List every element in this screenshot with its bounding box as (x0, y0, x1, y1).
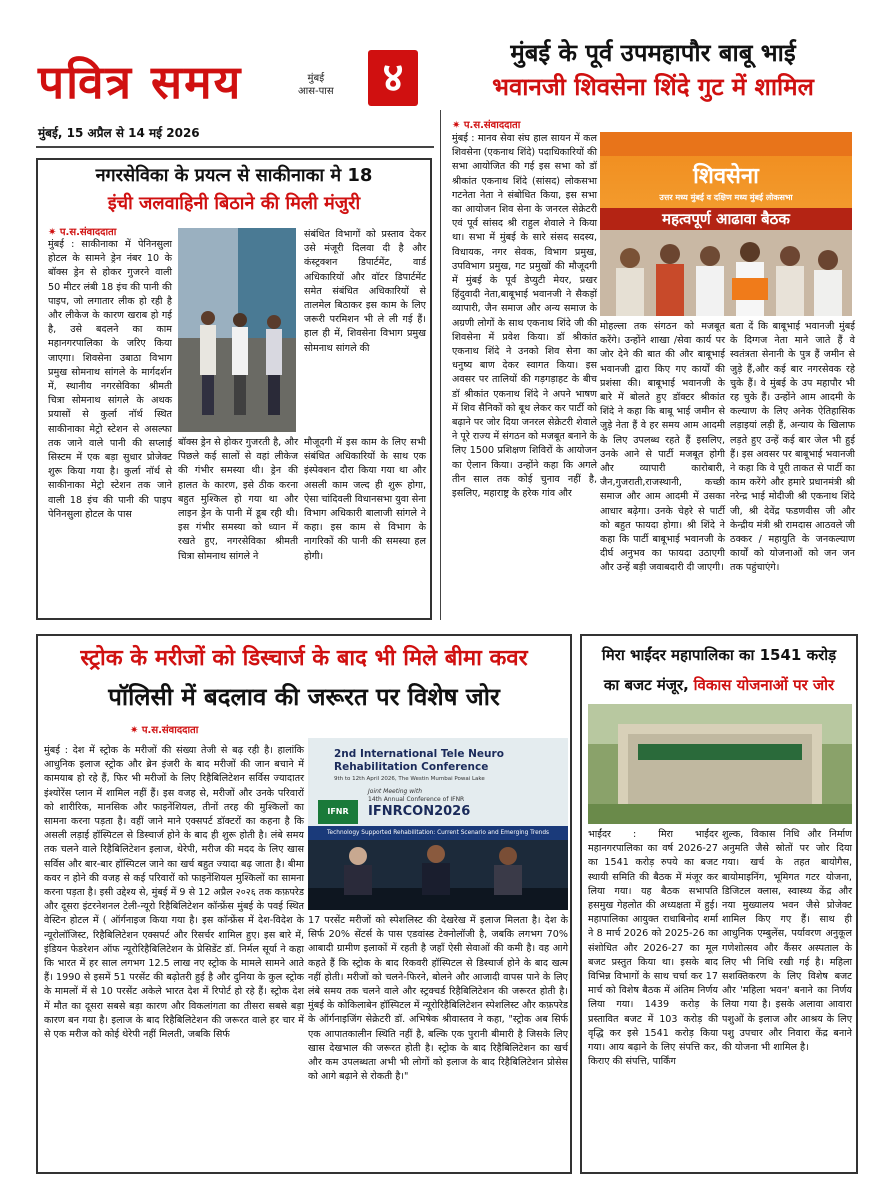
story1-headline-line2: भवानजी शिवसेना शिंदे गुट में शामिल (492, 73, 814, 101)
ifnr-logo: IFNR (318, 800, 358, 824)
story1-byline-text: प.स.संवाददाता (463, 120, 521, 131)
story2-body-col1: मुंबई : साकीनाका में पेनिनसुला होटल के सामने ड्रेन नंबर 10 के बॉक्स ड्रेन से होकर गुजरने वाली 50 मीटर लंबी 18 इंच की पानी की पाइप, जो लगातार लीक हो रही है और लीकेज के कारण खराब हो गई है, उसे बदलने का काम महानगरपालिका के जरिए किया जाएगा। शिवसेना उबाठा विभाग प्रमुख सोमनाथ सांगले के मार्गदर्शन में, स्थानीय नगरसेविका श्रीमती चित्रा सोमनाथ सांगले के अथक प्रयासों से कुर्ला नॉर्थ स्थित साकीनाका मेट्रो स्टेशन से असल्फा तक जाने वाले पानी की सप्लाई सिस्टम में एक बड़ा सुधार प्रोजेक्ट शुरू किया गया है। कुर्ला नॉर्थ से साकीनाका मेट्रो स्टेशन तक जाने वाली 18 इंच की पानी की पाइप पेनिनसुला होटल के पास (48, 239, 172, 520)
banner-annual: 14th Annual Conference of IFNR (368, 796, 465, 803)
star-icon: ✷ (48, 227, 60, 238)
story3-byline (130, 722, 198, 736)
story3-headline-line1: स्ट्रोक के मरीजों को डिस्चार्ज के बाद भी मिले बीमा कवर (80, 646, 528, 671)
panelists-graphic (308, 840, 568, 910)
people-group-graphic (600, 230, 852, 316)
banner-ifnrcon: IFNRCON2026 (368, 804, 471, 819)
photo-banner-subtitle: उत्तर मध्य मुंबई व दक्षिण मध्य मुंबई लोकसभा (659, 193, 793, 202)
story3-headline (40, 640, 568, 716)
star-icon: ✷ (130, 725, 142, 736)
story4-headline-part1: का बजट मंजूर, (603, 676, 689, 694)
story1-photo (600, 132, 852, 316)
masthead-rule (36, 146, 434, 148)
banner-joint: Joint Meeting with (368, 788, 422, 795)
story1-body-col3: बता दें कि बाबूभाई भवानजी मुंबई के दिग्गज नेता माने जाते हैं वे स्वतंत्रता सेनानी के पुत्र हैं जमीन से जुड़े हैं,और कई बार नगरसेवक रहे चुके हैं। वे मुंबई के उप महापौर भी रह चुके हैं। उन्होंने आम आदमी के कल्याण के लिए अनेक ऐतिहासिक लड़ाइयां लड़ी हैं, अन्याय के खिलाफ लड़ते हुए उन्हें कई बार जेल भी हुई हैं। इस अवसर पर बाबूभाई भवानजी ने कहा कि वे पूरी ताकत से पार्टी का काम करेंगे और हमारे प्रधानमंत्री श्री नरेन्द्र भाई मोदीजी श्री एकनाथ शिंदे जी, श्री देवेंद्र फडणवीस जी और केन्द्रीय मंत्री श्री रामदास आठवले जी ठक्कर / महायुति के जनकल्याण कार्यों को योजनाओं को जन जन तक पहुंचाएंगे। (730, 321, 855, 574)
dateline: मुंबई, 15 अप्रैल से 14 मई 2026 (38, 126, 200, 140)
story3-body-col1-continued (44, 914, 304, 1168)
story4-headline-line2 (584, 670, 854, 700)
photo-top-strip (600, 132, 852, 156)
story2-headline-line1: नगरसेविका के प्रयत्न से साकीनाका मे 18 (95, 165, 373, 186)
story1-body-col2: मोहल्ला तक संगठन को मजबूत करेंगे। उन्होंने शाखा /सेवा कार्य पर जोर देने की बात की और बाबूभाई भवानजी द्वारा किए गए कार्यों की प्रशंसा की। बाबूभाई भवानजी के बारे में बोलते हुए डॉक्टर श्रीकांत शिंदे ने कहा कि बाबू भाई जमीन से जुड़े नेता हैं वे हर समय आम आदमी के लिए उपलब्ध रहते हैं इसलिए, उनके आने से पार्टी मजबूत होगी और व्यापारी कारोबारी, जैन,गुजराती,राजस्थानी, कच्छी समाज और आम आदमी में उसका आधार बढ़ेगा। उनके चेहरे से पार्टी को बहुत फायदा होगा। श्री शिंदे ने कहा कि पार्टी बाबूभाई भवानजी के दीर्घ अनुभव का फायदा उठाएगी और उन्हें बड़ी जवाबदारी दी जाएगी। (600, 321, 725, 574)
masthead-title: पवित्र समय (38, 55, 243, 109)
story1-body-col1: मुंबई : मानव सेवा संघ हाल सायन में कल शिवसेना (एकनाथ शिंदे) पदाधिकारियों की सभा आयोजित की गई इस सभा को डॉ श्रीकांत एकनाथ शिंदे (सांसद) लोकसभा गटनेता नेता ने संबोधित किया, इस सभा का आयोजन शिव सेना के जनरल सेक्रेटरी एवं पूर्व सांसद श्री राहुल शेवाले ने किया था। सभा में मुंबई के सारे संसद सदस्य, विधायक, नगर सेवक, विभाग प्रमुख, उपविभाग प्रमुख, गट प्रमुखों की मौजूदगी में मुंबई के पूर्व डेप्युटी मेयर, प्रखर हिंदुवादी नेता,बाबूभाई भवानजी ने सैकड़ों व्यापारी, जैन समाज और अन्य समाज के अग्रणी लोगों के साथ एकनाथ शिंदे जी की शिवसेना में प्रवेश किया। डॉ श्रीकांत एकनाथ शिंदे ने उनको शिव सेना का धनुष्य बाण देकर स्वागत किया। इस अवसर पर तालियों की गड़गड़ाहट के बीच डॉ श्रीकांत एकनाथ शिंदे ने अपने भाषण में शिव सैनिकों को बूथ लेकर कर पार्टी को बढ़ाने पर जोर दिया जनरल सेक्रेटरी शेवाले ने पूरे राज्य में संगठन को मजबूत बनाने के लिए 1500 प्रशिक्षण शिविरों के आयोजन का ऐलान किया। उन्होंने कहा कि अगले तीन साल तक कोई चुनाव नहीं है, इसलिए, महाराष्ट्र के हरेक गांव और (452, 133, 597, 500)
story3-byline-text: प.स.संवाददाता (141, 725, 199, 736)
column-divider (440, 110, 441, 620)
story3-headline-line2: पॉलिसी में बदलाव की जरूरत पर विशेष जोर (108, 683, 500, 711)
story1-headline-line1: मुंबई के पूर्व उपमहापौर बाबू भाई (510, 39, 796, 67)
story4-headline (584, 640, 854, 700)
story2-headline-line2: इंची जलवाहिनी बिठाने की मिली मंजुरी (107, 193, 361, 214)
story2-byline (48, 224, 116, 238)
story3-body-intro: मुंबई : देश में स्ट्रोक के मरीजों की संख्या तेजी से बढ़ रही है। हालांकि आधुनिक इलाज स्ट्रोक और ब्रेन इंजरी के बाद मरीजों की जान बचाने में कामयाब हो रहे हैं, फिर भी मरीजों के लिए रिहैबिलिटेशन सर्विस ज्यादातर इंश्योरेंस प्लान में शामिल नहीं हैं। इस वजह से, मरीजों और उनके परिवारों को शारीरिक, मानसिक और फाइनेंशियल, तीनों तरह की मुश्किलों का सामना करना पड़ता है। वहीं जाने माने एक्सपर्ट डॉक्टरों का कहना है कि असली लड़ाई हॉस्पिटल से डिस्चार्ज होने के बाद ही शुरू होती है। लंबे समय तक चलने वाले रिहैबिलिटेशन इलाज, थेरेपी, मरीज की मदद के लिए खास सर्विस और बार-बार हॉस्पिटल जाने का खर्च बहुत ज्यादा बढ़ जाता है। बीमा कवर न होने की वजह से कई परिवारों को फाइनेंशियल मुश्किलों का सामना करना पड़ता है। इसी उद्देश्य से, मुंबई में 9 से 12 अप्रैल २०२६ तक कफ़परेड और दूसरा इंटरनेशनल टेली-न्यूरो रिहैबिलिटेशन कॉन्फ्रेंस मुंबई के पवई स्थित वेस्टिन होटल में ( ऑर्गनाइज किया गया है। इस कॉन्फ्रेंस में देश-विदेश के न्यूरोलॉजिस्ट, रिहैबिलिटेशन एक्सपर्ट और रिसर्चर शामिल हुए। इस बारे में, इंडियन फेडरेशन ऑफ न्यूरोरिहैबिलिटेशन के प्रेसिडेंट डॉ. निर्मल सूर्या ने कहा कि भारत में हर साल लगभग 12.5 लाख नए स्ट्रोक के मामले सामने आते हैं। 1990 से इसमें 51 परसेंट की बढ़ोतरी हुई है और दुनिया के कुल स्ट्रोक के मामलों में से 10 परसेंट अकेले भारत देश में रिपोर्ट हो रहे हैं। स्ट्रोक देश में मौत का दूसरा सबसे बड़ा कारण और विकलांगता का तीसरा सबसे बड़ा कारण बन गया है। इलाज के बाद रिहैबिलिटेशन की जरूरत वाले हर चार में से एक मरीज को कोई थेरेपी नहीं मिलती, जबकि सिर्फ (44, 745, 304, 1041)
story4-body-col1: भाईंदर : मिरा भाईंदर महानगरपालिका का वर्ष 2026-27 का 1541 करोड़ रुपये का बजट स्थायी समिति की बैठक में मंजूर कर लिया गया। यह बैठक सभापति हसमुख गेहलोत की अध्यक्षता में हुई। महापालिका आयुक्त राधाबिनोद शर्मा ने 8 मार्च 2026 को 2025-26 का संशोधित और 2026-27 का मूल बजट प्रस्तुत किया था। इसके बाद विभिन्न विभागों के साथ चर्चा कर 17 मार्च को विशेष बैठक में अंतिम निर्णय लिया गया। 1439 करोड़ के प्रस्तावित बजट में 103 करोड़ की वृद्धि कर इसे 1541 करोड़ किया गया। आय बढ़ाने के लिए संपत्ति कर, किराए की संपत्ति, पार्किंग (588, 829, 718, 1068)
page-number-badge: ४ (368, 50, 418, 106)
photo-banner-title: शिवसेना (693, 163, 759, 189)
story2-body-col2: बॉक्स ड्रेन से होकर गुजरती है, और पिछले कई सालों से वहां लीकेज की गंभीर समस्या थी। ड्रेन की हालत के कारण, इसे ठीक करना बहुत मुश्किल हो गया था और लाइन ड्रेन के पानी में डूब रही थी। इस गंभीर समस्या को ध्यान में रखते हुए, नगरसेविका श्रीमती चित्रा सोमनाथ सांगले ने (178, 437, 299, 562)
banner-line2: Rehabilitation Conference (334, 761, 489, 773)
star-icon: ✷ (452, 120, 464, 131)
story2-body-col3-top: संबंधित विभागों को प्रस्ताव देकर उसे मंजूरी दिलवा दी है और कंस्ट्रक्शन डिपार्टमेंट, वार्ड अधिकारियों और वाॅटर डिपार्टमेंट समेत संबंधित अधिकारियों से तालमेल बिठाकर इस काम के लिए जरूरी परमिशन भी ले ली गई हैं। हाल ही में, शिवसेना विभाग प्रमुख सोमनाथ सांगले की (304, 229, 426, 354)
masthead-city: मुंबई (307, 73, 325, 84)
banner-theme-strip: Technology Supported Rehabilitation: Current Scenario and Emerging Trends (308, 826, 568, 840)
story3-photo (308, 738, 568, 910)
story2-byline-text: प.स.संवाददाता (59, 227, 117, 238)
story2-body-col3-bottom: मौजूदगी में इस काम के लिए सभी संबंधित अधिकारियों के साथ एक इंस्पेक्शन दौरा किया गया था और असली काम जल्द ही शुरू होगा, ऐसा चांदिवली विधानसभा युवा सेना विभाग अधिकारी बालाजी सांगले ने कहा। इस काम से विभाग के नागरिकों की पानी की समस्या हल होगी। (304, 437, 426, 562)
story3-body-col2: 17 परसेंट मरीजों को स्पेशलिस्ट की देखरेख में इलाज मिलता है। देश के सिर्फ 20% सेंटर्स के पास एडवांस्ड टेक्नोलॉजी है, जबकि लगभग 70% आबादी ग्रामीण इलाकों में रहती है जहाँ ऐसी सेवाओं की कमी है। वह आगे कहते हैं कि स्ट्रोक के बाद रिकवरी हॉस्पिटल से डिस्चार्ज होने के बाद खत्म नहीं होती। मरीजों को चलने-फिरने, बोलने और आजादी वापस पाने के लिए लंबे समय तक चलने वाले और स्ट्रक्चर्ड रिहैबिलिटेशन की जरूरत होती है। मुंबई के कोकिलाबेन हॉस्पिटल में न्यूरोरिहैबिलिटेशन स्पेशलिस्ट और कफ़परेड के ऑर्गनाइजिंग सेक्रेटरी डॉ. अभिषेक श्रीवास्तव ने कहा, "स्ट्रोक अब सिर्फ एक आपातकालीन स्थिति नहीं है, बल्कि एक पुरानी बीमारी है जिसके लिए खास देखभाल की जरूरत होती है। स्ट्रोक के बाद रिहैबिलिटेशन का खर्च और कम उपलब्धता अभी भी लोगों को इलाज के बाद रिहैबिलिटेशन प्रोसेस को आगे बढ़ाने से रोकती है।" (308, 915, 568, 1083)
story4-headline-line1: मिरा भाईंदर महापालिका का 1541 करोड़ (601, 646, 837, 664)
banner-line1: 2nd International Tele Neuro (334, 748, 504, 760)
story1-byline (452, 117, 520, 131)
masthead-subsection: आस-पास (298, 86, 334, 97)
story2-headline (40, 162, 428, 218)
story2-photo (178, 228, 296, 432)
story4-photo (588, 704, 852, 824)
story4-body-col2: शुल्क, विकास निधि और निर्माण अनुमति जैसे स्रोतों पर जोर दिया गया। खर्च के तहत बायोगैस, बायोमाइनिंग, भूमिगत गटर योजना, डिजिटल क्लास, स्वास्थ्य केंद्र और नया मुख्यालय भवन जैसे प्रोजेक्ट शामिल किए गए हैं। साथ ही आधुनिक एम्बुलेंस, पर्यावरण अनुकूल गणेशोत्सव और कैंसर अस्पताल के लिए भी निधि रखी गई है। महिला सशक्तिकरण के लिए विशेष बजट और 'महिला भवन' बनाने का निर्णय लिया गया है। इसके अलावा आवारा पशुओं के इलाज और आश्रय के लिए पशु उपचार और निवारा केंद्र बनाने की योजना भी शामिल है। (722, 829, 852, 1054)
story4-headline-part2: विकास योजनाओं पर जोर (693, 676, 835, 694)
banner-date: 9th to 12th April 2026, The Westin Mumbai Powai Lake (334, 776, 485, 782)
banner-title (334, 748, 564, 774)
masthead-section (298, 72, 334, 98)
photo-banner-ribbon: महत्वपूर्ण आढावा बैठक (600, 208, 852, 230)
story1-headline (448, 36, 858, 104)
